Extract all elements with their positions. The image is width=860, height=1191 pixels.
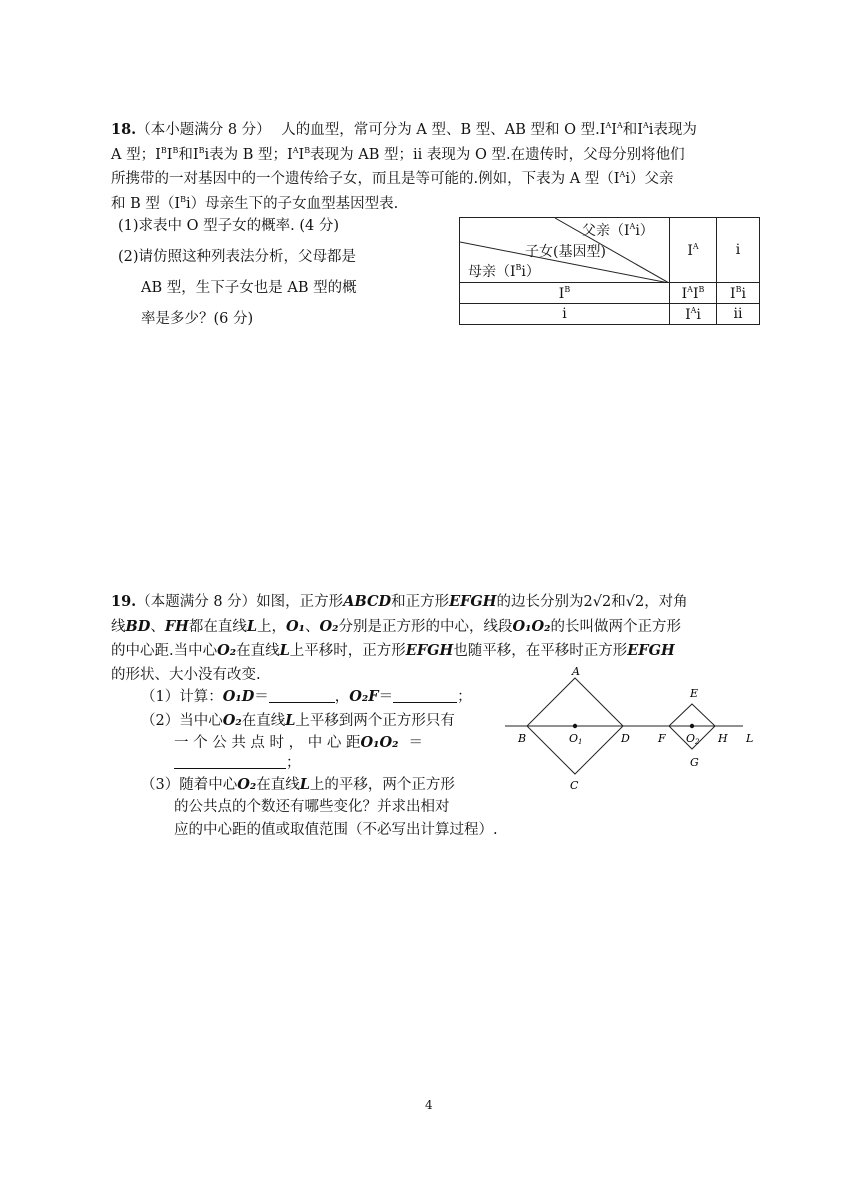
label-A: A — [572, 665, 580, 678]
header-child: 子女(基因型) — [525, 244, 606, 260]
cell-IAi: $I^Ai$ — [670, 304, 717, 325]
label-F: F — [658, 732, 666, 745]
blank-o1d[interactable] — [269, 686, 335, 703]
q19-sub1: （1）计算：O₁D＝ ，O₂F＝ ； — [141, 688, 472, 705]
q19-line2: 线BD、FH都在直线L上，O₁、O₂分别是正方形的中心，线段O₁O₂的长叫做两个正方形 — [111, 618, 681, 635]
q19-line3: 的中心距.当中心O₂在直线L上平移时，正方形EFGH也随平移，在平移时正方形EFGH — [111, 642, 675, 659]
col-header-i: i — [717, 218, 760, 283]
q19-line1: 19.（本题满分 8 分）如图，正方形ABCD和正方形EFGH的边长分别为2√2和√2，对角 — [111, 593, 688, 610]
q18-line3: 所携带的一对基因中的一个遗传给子女，而且是等可能的.例如，下表为 A 型$(I^Ai)$父亲 — [111, 170, 674, 187]
q19-sub3-line2: 的公共点的个数还有哪些变化？并求出相对 — [174, 799, 450, 815]
label-L: L — [746, 732, 754, 745]
genotype-table — [459, 217, 760, 325]
label-D: D — [621, 732, 630, 745]
q18-line1: 18.（本小题满分 8 分） 人的血型，常可分为 A 型、B 型、AB 型和 O 型$.I^AI^A$和$I^Ai$表现为 — [111, 121, 697, 138]
label-H: H — [718, 732, 728, 745]
q19-line4: 的形状、大小没有改变. — [111, 667, 261, 683]
center-O1 — [573, 724, 577, 728]
center-O2 — [690, 724, 694, 728]
header-father: 父亲$(I^Ai)$ — [582, 222, 654, 239]
q18-sub2-line2: AB 型，生下子女也是 AB 型的概 — [141, 280, 357, 296]
q19-sub2-blank: ； — [174, 751, 301, 776]
q19-sub3: （3）随着中心O₂在直线L上的平移，两个正方形 — [141, 776, 455, 793]
q18-sub1: (1)求表中 O 型子女的概率. (4 分) — [118, 218, 340, 234]
q19-sub2: （2）当中心O₂在直线L上平移到两个正方形只有 — [141, 712, 455, 729]
page-number: 4 — [425, 1098, 433, 1112]
label-G: G — [690, 756, 699, 769]
row-header-i: i — [460, 304, 670, 325]
label-O1: O1 — [569, 732, 583, 746]
cell-IBi: $I^Bi$ — [717, 283, 760, 304]
q18-sub2-line1: (2)请仿照这种列表法分析，父母都是 — [118, 249, 357, 265]
col-header-IA: $I^A$ — [670, 218, 717, 283]
q18-sub2-line3: 率是多少？(6 分) — [141, 311, 254, 327]
cell-IAIB: $I^AI^B$ — [670, 283, 717, 304]
two-squares-figure — [505, 665, 765, 795]
label-B: B — [518, 732, 527, 745]
row-header-IB: $I^B$ — [460, 283, 670, 304]
blank-o2f[interactable] — [393, 686, 457, 703]
blank-o1o2[interactable] — [174, 752, 286, 769]
label-C: C — [570, 779, 579, 792]
q19-sub2-cont: 一 个 公 共 点 时 ， 中 心 距O₁O₂ ＝ — [174, 734, 423, 751]
cell-ii: ii — [717, 304, 760, 325]
header-mother: 母亲$(I^Bi)$ — [468, 263, 540, 280]
q19-sub3-line3: 应的中心距的值或取值范围（不必写出计算过程）. — [174, 822, 498, 838]
q18-line2: A 型；$I^BI^B$和$I^Bi$表为 B 型；$I^AI^B$表现为 AB 型；ii 表现为 O 型.在遗传时，父母分别将他们 — [111, 146, 685, 163]
q18-line4: 和 B 型$(I^Bi)$母亲生下的子女血型基因型表. — [111, 195, 399, 212]
label-O2: O2 — [686, 732, 700, 746]
table-header-diagonal-cell — [460, 218, 670, 283]
label-E: E — [690, 687, 699, 700]
